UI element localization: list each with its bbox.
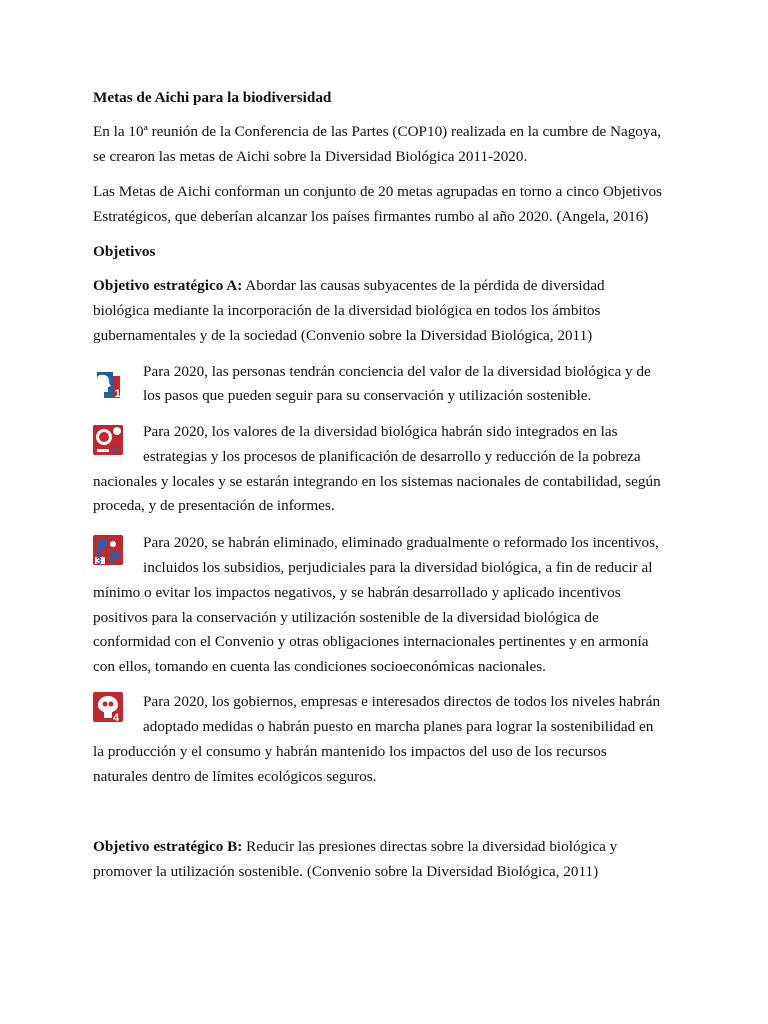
- objective-b-label: Objetivo estratégico B:: [93, 838, 243, 855]
- target-2-line-3: nacionales y locales y se estarán integrando en los sistemas nacionales de contabilidad, según: [93, 473, 661, 490]
- intro-paragraph-2-line-1: Las Metas de Aichi conforman un conjunto de 20 metas agrupadas en torno a cinco Objetivos: [93, 183, 662, 200]
- intro-paragraph-2-line-2: Estratégicos, que deberían alcanzar los países firmantes rumbo al año 2020. (Angela, 2016): [93, 208, 649, 225]
- target-3-line-6: con ellos, tomando en cuenta las condiciones socioeconómicas nacionales.: [93, 658, 546, 675]
- target-4-line-2: adoptado medidas o habrán puesto en marcha planes para lograr la sostenibilidad en: [143, 718, 654, 735]
- objective-b-text: Reducir las presiones directas sobre la diversidad biológica y: [242, 838, 618, 855]
- target-2-line-4: proceda, y de presentación de informes.: [93, 497, 335, 514]
- target-2-line-2: estrategias y los procesos de planificación de desarrollo y reducción de la pobreza: [143, 448, 641, 465]
- target-1-line-1: Para 2020, las personas tendrán conciencia del valor de la diversidad biológica y de: [143, 363, 651, 380]
- target-4-number: 4: [113, 712, 120, 722]
- target-3-line-1: Para 2020, se habrán eliminado, eliminado gradualmente o reformado los incentivos,: [143, 534, 659, 551]
- target-3-line-2: incluidos los subsidios, perjudiciales para la diversidad biológica, a fin de reducir al: [143, 559, 653, 576]
- objective-b-line-2: promover la utilización sostenible. (Convenio sobre la Diversidad Biológica, 2011): [93, 863, 599, 880]
- target-2-number: 2: [112, 445, 119, 455]
- target-4-line-4: naturales dentro de límites ecológicos seguros.: [93, 768, 377, 785]
- aichi-target-1-icon: [93, 368, 123, 398]
- objective-a-text: Abordar las causas subyacentes de la pérdida de diversidad: [242, 277, 605, 294]
- objective-a-line-2: biológica mediante la incorporación de la diversidad biológica en todos los ámbitos: [93, 302, 601, 319]
- target-4-line-3: la producción y el consumo y habrán mantenido los impactos del uso de los recursos: [93, 743, 607, 760]
- target-3-line-5: conformidad con el Convenio y otras obligaciones internacionales pertinentes y en armonía: [93, 633, 649, 650]
- intro-paragraph-1-line-1: En la 10ª reunión de la Conferencia de las Partes (COP10) realizada en la cumbre de Nagoya,: [93, 123, 662, 140]
- intro-paragraph-1-line-2: se crearon las metas de Aichi sobre la Diversidad Biológica 2011-2020.: [93, 148, 528, 165]
- objective-b-line-1: [93, 837, 617, 857]
- target-4-line-1: Para 2020, los gobiernos, empresas e interesados directos de todos los niveles habrán: [143, 693, 661, 710]
- target-3-line-4: positivos para la conservación y utilización sostenible de la diversidad biológica de: [93, 609, 599, 626]
- objective-a-label: Objetivo estratégico A:: [93, 277, 243, 294]
- objective-a-line-1: [93, 276, 605, 296]
- objective-a-line-3: gubernamentales y de la sociedad (Convenio sobre la Diversidad Biológica, 2011): [93, 327, 593, 344]
- aichi-target-2-icon: [93, 425, 123, 455]
- target-2-line-1: Para 2020, los valores de la diversidad biológica habrán sido integrados en las: [143, 423, 618, 440]
- document-title: Metas de Aichi para la biodiversidad: [93, 89, 332, 106]
- target-3-number: 3: [96, 556, 102, 565]
- target-3-line-3: mínimo o evitar los impactos negativos, y se habrán desarrollado y aplicado incentivos: [93, 584, 621, 601]
- target-1-number: 1: [114, 388, 121, 398]
- aichi-target-3-icon: [93, 535, 123, 565]
- target-1-line-2: los pasos que pueden seguir para su conservación y utilización sostenible.: [143, 387, 592, 404]
- aichi-target-4-icon: [93, 692, 123, 722]
- objetivos-heading: Objetivos: [93, 243, 156, 260]
